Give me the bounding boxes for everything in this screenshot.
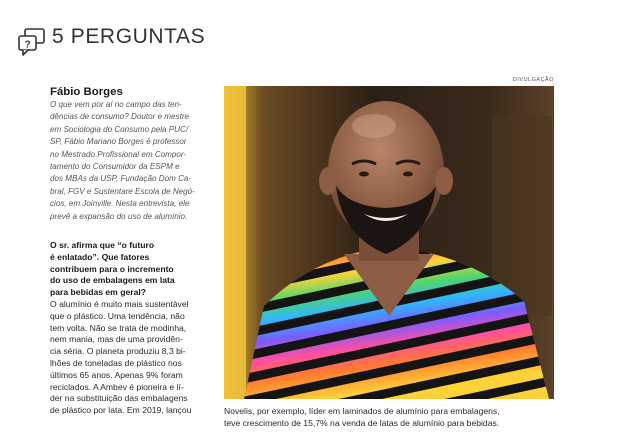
body-continuation: Novelis, por exemplo, líder em laminados de alumínio para embalagens, teve crescimento de 15,7% na venda de latas de alumínio para bebidas. [224, 406, 500, 428]
answer-1: O alumínio é muito mais sustentável que o plástico. Uma tendência, não tem volta. Não se trata de modinha, nem mania, mas de uma providên- cia séria. O planeta produziu 8,3 bi- lhões de toneladas de plástico nos últimos 65 anos. Apenas 9% foram reciclados. A Ambev é pioneira e lí- der na substituição das embalagens de plástico por lata. Em 2019, lançou [50, 299, 192, 416]
speech-bubble-question-icon [17, 27, 47, 57]
intro-paragraph: O que vem por aí no campo das ten- dências de consumo? Doutor e mestre em Sociologia do Consumo pela PUC/ SP, Fábio Mariano Borges é professor no Mestrado Profissional em Compor- tamento do Consumidor da ESPM e dos MBAs da USP, Fundação Dom Ca- bral, FGV e Sustentare Escola de Negó- cios, em Joinville. Nesta entrevista, ele prevê a expansão do uso de alumínio. [50, 100, 195, 221]
interviewee-name: Fábio Borges [50, 86, 123, 98]
portrait-photo [224, 86, 554, 399]
question-1: O sr. afirma que “o futuro é enlatado”. Que fatores contribuem para o incremento do uso de embalagens em lata para bebidas em geral? [50, 240, 175, 298]
interview-column [50, 86, 216, 417]
photo-credit: DIVULGAÇÃO [512, 77, 554, 83]
section-title: 5 PERGUNTAS [52, 25, 206, 48]
svg-text:?: ? [24, 39, 31, 51]
